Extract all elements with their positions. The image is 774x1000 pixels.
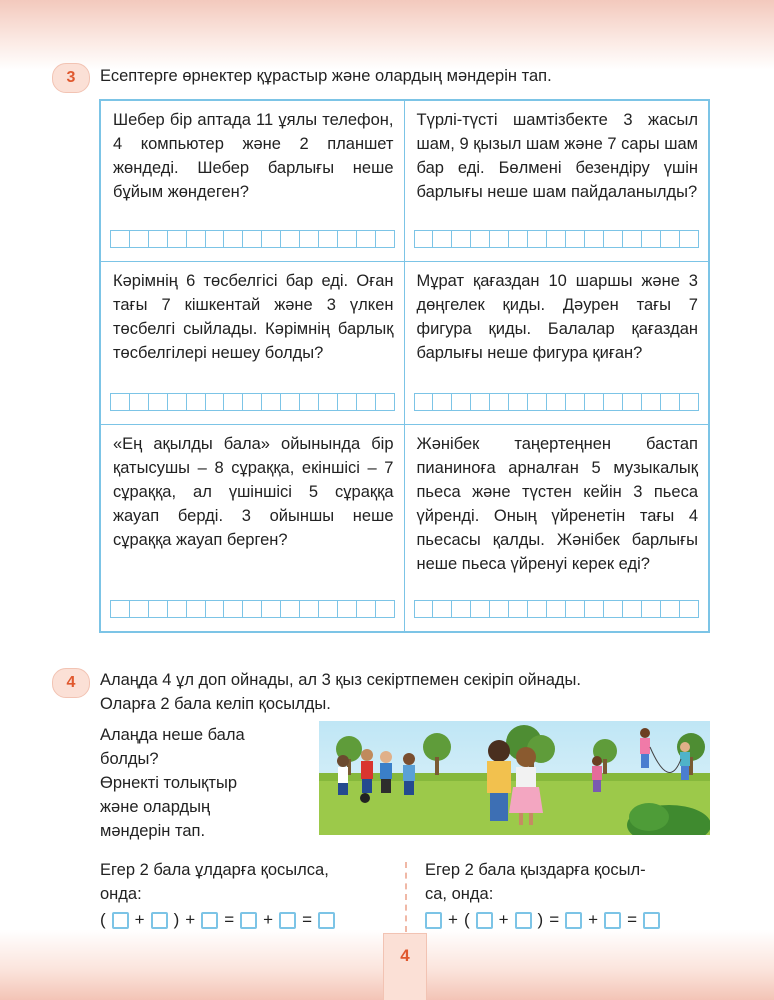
open-paren: ( bbox=[463, 910, 470, 929]
answer-boxes[interactable] bbox=[110, 230, 395, 248]
answer-cell[interactable] bbox=[299, 600, 318, 618]
answer-cell[interactable] bbox=[186, 600, 205, 618]
answer-boxes[interactable] bbox=[414, 600, 700, 618]
answer-cell[interactable] bbox=[261, 230, 280, 248]
question-line: Алаңда неше бала bbox=[100, 726, 245, 744]
problem-text: Кәрімнің 6 төсбелгісі бар еді. Оған тағы 7 кішкентай және 3 үлкен төсбелгі сыйлады. Кәрімнің барлық төсбелгілері нешеу болды? bbox=[113, 272, 394, 362]
answer-box[interactable] bbox=[565, 912, 582, 929]
answer-cell[interactable] bbox=[565, 393, 584, 411]
answer-cell[interactable] bbox=[242, 393, 261, 411]
task-number-badge: 4 bbox=[52, 668, 90, 698]
page-number: 4 bbox=[383, 933, 427, 1000]
answer-boxes[interactable] bbox=[110, 393, 395, 411]
answer-cell[interactable] bbox=[375, 230, 395, 248]
answer-cell[interactable] bbox=[129, 230, 148, 248]
answer-cell[interactable] bbox=[641, 230, 660, 248]
answer-cell[interactable] bbox=[110, 230, 129, 248]
answer-cell[interactable] bbox=[280, 600, 299, 618]
task-number-badge: 3 bbox=[52, 63, 90, 93]
answer-boxes[interactable] bbox=[110, 600, 395, 618]
task-heading: Есептерге өрнектер құрастыр және олардың мәндерін тап. bbox=[100, 67, 552, 85]
answer-cell[interactable] bbox=[470, 600, 489, 618]
open-paren: ( bbox=[100, 910, 106, 929]
answer-cell[interactable] bbox=[546, 230, 565, 248]
answer-cell[interactable] bbox=[679, 600, 699, 618]
answer-box[interactable] bbox=[201, 912, 218, 929]
answer-cell[interactable] bbox=[167, 600, 186, 618]
problems-table bbox=[99, 99, 710, 633]
answer-cell[interactable] bbox=[129, 600, 148, 618]
answer-cell[interactable] bbox=[432, 600, 451, 618]
answer-cell[interactable] bbox=[186, 393, 205, 411]
answer-cell[interactable] bbox=[205, 393, 224, 411]
answer-cell[interactable] bbox=[223, 230, 242, 248]
answer-cell[interactable] bbox=[414, 393, 433, 411]
task-heading-line: Алаңда 4 ұл доп ойнады, ал 3 қыз секіртпемен секіріп ойнады. bbox=[100, 671, 582, 689]
answer-box[interactable] bbox=[425, 912, 442, 929]
answer-cell[interactable] bbox=[280, 393, 299, 411]
answer-cell[interactable] bbox=[167, 230, 186, 248]
answer-cell[interactable] bbox=[660, 230, 679, 248]
answer-cell[interactable] bbox=[318, 230, 337, 248]
answer-cell[interactable] bbox=[242, 600, 261, 618]
question-line: мәндерін тап. bbox=[100, 822, 206, 840]
answer-cell[interactable] bbox=[318, 393, 337, 411]
answer-cell[interactable] bbox=[261, 393, 280, 411]
answer-cell[interactable] bbox=[414, 600, 433, 618]
answer-boxes[interactable] bbox=[414, 230, 700, 248]
answer-box[interactable] bbox=[318, 912, 335, 929]
answer-boxes[interactable] bbox=[414, 393, 700, 411]
answer-cell[interactable] bbox=[565, 230, 584, 248]
question-line: және олардың bbox=[100, 798, 211, 816]
answer-cell[interactable] bbox=[565, 600, 584, 618]
answer-box[interactable] bbox=[240, 912, 257, 929]
answer-cell[interactable] bbox=[242, 230, 261, 248]
equals-sign: = bbox=[627, 910, 638, 929]
answer-cell[interactable] bbox=[527, 600, 546, 618]
answer-cell[interactable] bbox=[205, 230, 224, 248]
problem-text: Түрлі-түсті шамтізбекте 3 жасыл шам, 9 қызыл шам және 7 сары шам бар еді. Бөлмені безендіру үшін барлығы неше шам пайдаланылды? bbox=[416, 111, 698, 201]
answer-cell[interactable] bbox=[641, 600, 660, 618]
answer-cell[interactable] bbox=[451, 600, 470, 618]
answer-cell[interactable] bbox=[167, 393, 186, 411]
problem-cell bbox=[101, 101, 405, 262]
case-right-line: Егер 2 бала қыздарға қосыл- bbox=[425, 861, 646, 879]
answer-cell[interactable] bbox=[603, 230, 622, 248]
answer-box[interactable] bbox=[604, 912, 621, 929]
answer-cell[interactable] bbox=[110, 600, 129, 618]
equals-sign: = bbox=[302, 910, 313, 929]
problem-text: Мұрат қағаздан 10 шаршы және 3 дөңгелек қиды. Дәурен тағы 7 фигура қиды. Балалар қағаздан барлығы неше фигура қиған? bbox=[416, 272, 698, 362]
problem-cell bbox=[101, 425, 405, 631]
answer-cell[interactable] bbox=[375, 600, 395, 618]
answer-cell[interactable] bbox=[489, 230, 508, 248]
answer-cell[interactable] bbox=[603, 393, 622, 411]
problem-cell bbox=[405, 262, 709, 425]
case-left-line: Егер 2 бала ұлдарға қосылса, bbox=[100, 861, 329, 879]
answer-cell[interactable] bbox=[451, 230, 470, 248]
answer-cell[interactable] bbox=[375, 393, 395, 411]
column-divider bbox=[405, 862, 407, 932]
answer-cell[interactable] bbox=[546, 600, 565, 618]
answer-cell[interactable] bbox=[356, 230, 375, 248]
answer-cell[interactable] bbox=[186, 230, 205, 248]
problem-cell bbox=[405, 101, 709, 262]
answer-box[interactable] bbox=[643, 912, 660, 929]
expression-right bbox=[425, 910, 660, 930]
answer-cell[interactable] bbox=[641, 393, 660, 411]
answer-cell[interactable] bbox=[622, 600, 641, 618]
answer-cell[interactable] bbox=[432, 230, 451, 248]
answer-cell[interactable] bbox=[129, 393, 148, 411]
answer-box[interactable] bbox=[151, 912, 168, 929]
answer-cell[interactable] bbox=[470, 393, 489, 411]
answer-box[interactable] bbox=[476, 912, 493, 929]
plus-sign: + bbox=[498, 910, 509, 929]
problem-cell bbox=[405, 425, 709, 631]
answer-box[interactable] bbox=[515, 912, 532, 929]
answer-box[interactable] bbox=[112, 912, 129, 929]
answer-cell[interactable] bbox=[223, 600, 242, 618]
case-left bbox=[100, 858, 329, 906]
task-heading-line: Оларға 2 бала келіп қосылды. bbox=[100, 695, 331, 713]
equals-sign: = bbox=[549, 910, 560, 929]
answer-box[interactable] bbox=[279, 912, 296, 929]
playground-illustration bbox=[319, 721, 710, 835]
plus-sign: + bbox=[448, 910, 458, 929]
plus-sign: + bbox=[588, 910, 599, 929]
answer-cell[interactable] bbox=[508, 600, 527, 618]
answer-cell[interactable] bbox=[148, 230, 167, 248]
answer-cell[interactable] bbox=[299, 230, 318, 248]
answer-cell[interactable] bbox=[622, 230, 641, 248]
answer-cell[interactable] bbox=[622, 393, 641, 411]
answer-cell[interactable] bbox=[584, 230, 603, 248]
answer-cell[interactable] bbox=[280, 230, 299, 248]
close-paren: ) bbox=[537, 910, 544, 929]
problem-text: Шебер бір аптада 11 ұялы телефон, 4 компьютер және 2 планшет жөндеді. Шебер барлығы неше бұйым жөндеген? bbox=[113, 111, 394, 201]
problem-text: Жәнібек таңертеңнен бастап пианиноға арналған 5 музыкалық пьеса және түстен кейін 3 пьеса үйренді. Оның үйренетін тағы 4 пьесасы қалды. Жәнібек барлығы неше пьеса үйренуі керек еді? bbox=[416, 435, 698, 573]
problem-cell bbox=[101, 262, 405, 425]
plus-sign: + bbox=[134, 910, 145, 929]
answer-cell[interactable] bbox=[337, 230, 356, 248]
answer-cell[interactable] bbox=[660, 600, 679, 618]
equals-sign: = bbox=[224, 910, 235, 929]
answer-cell[interactable] bbox=[603, 600, 622, 618]
expression-left bbox=[100, 910, 335, 930]
answer-cell[interactable] bbox=[508, 230, 527, 248]
answer-cell[interactable] bbox=[584, 393, 603, 411]
question-block bbox=[100, 723, 245, 843]
plus-sign: + bbox=[263, 910, 274, 929]
answer-cell[interactable] bbox=[432, 393, 451, 411]
answer-cell[interactable] bbox=[584, 600, 603, 618]
answer-cell[interactable] bbox=[451, 393, 470, 411]
answer-cell[interactable] bbox=[470, 230, 489, 248]
answer-cell[interactable] bbox=[148, 393, 167, 411]
answer-cell[interactable] bbox=[679, 230, 699, 248]
answer-cell[interactable] bbox=[337, 600, 356, 618]
question-line: болды? bbox=[100, 750, 159, 768]
case-right-line: са, онда: bbox=[425, 885, 494, 903]
answer-cell[interactable] bbox=[205, 600, 224, 618]
close-paren: ) bbox=[173, 910, 180, 929]
question-line: Өрнекті толықтыр bbox=[100, 774, 237, 792]
answer-cell[interactable] bbox=[337, 393, 356, 411]
answer-cell[interactable] bbox=[299, 393, 318, 411]
answer-cell[interactable] bbox=[356, 393, 375, 411]
answer-cell[interactable] bbox=[110, 393, 129, 411]
answer-cell[interactable] bbox=[489, 600, 508, 618]
answer-cell[interactable] bbox=[489, 393, 508, 411]
answer-cell[interactable] bbox=[223, 393, 242, 411]
case-right bbox=[425, 858, 646, 906]
answer-cell[interactable] bbox=[261, 600, 280, 618]
case-left-line: онда: bbox=[100, 885, 142, 903]
answer-cell[interactable] bbox=[660, 393, 679, 411]
answer-cell[interactable] bbox=[546, 393, 565, 411]
answer-cell[interactable] bbox=[356, 600, 375, 618]
answer-cell[interactable] bbox=[679, 393, 699, 411]
answer-cell[interactable] bbox=[148, 600, 167, 618]
answer-cell[interactable] bbox=[318, 600, 337, 618]
plus-sign: + bbox=[185, 910, 196, 929]
problem-text: «Ең ақылды бала» ойынында бір қатысушы – 8 сұраққа, екіншісі – 7 сұраққа, ал үшіншісі 5 сұраққа жауап берді. 3 ойыншы неше сұраққа жауап берген? bbox=[113, 435, 394, 549]
answer-cell[interactable] bbox=[527, 230, 546, 248]
answer-cell[interactable] bbox=[508, 393, 527, 411]
answer-cell[interactable] bbox=[414, 230, 433, 248]
playground-illustration bbox=[319, 721, 710, 835]
answer-cell[interactable] bbox=[527, 393, 546, 411]
